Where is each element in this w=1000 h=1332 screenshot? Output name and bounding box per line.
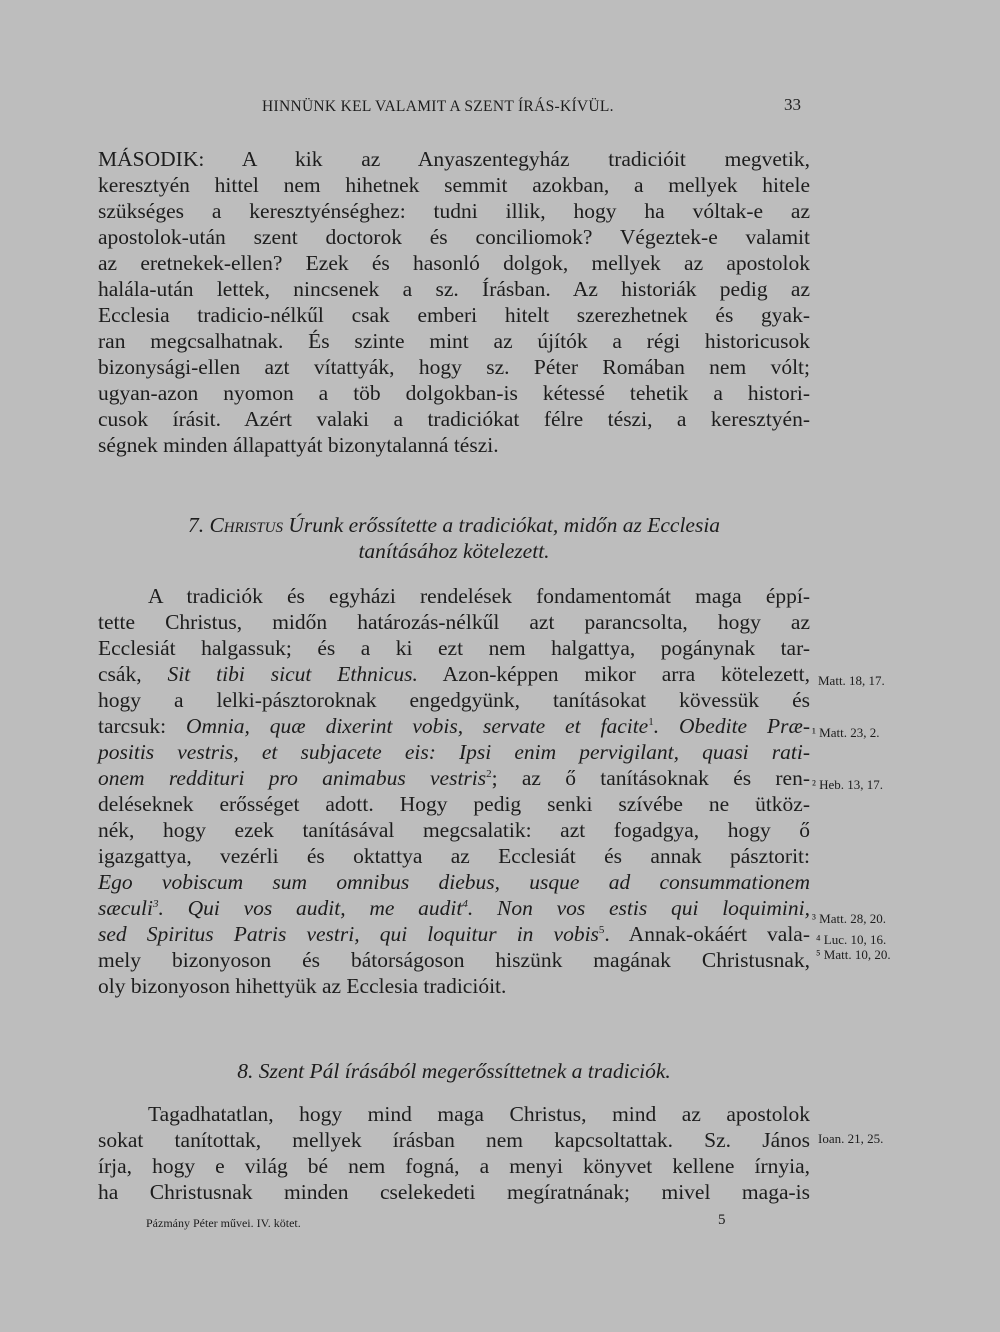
text-line: deléseknek erősséget adott. Hogy pedig senki szívébe ne ütköz-: [98, 792, 810, 816]
text-line: sokat tanítottak, mellyek írásban nem kapcsoltattak. Sz. János: [98, 1128, 810, 1152]
margin-note: ¹ Matt. 23, 2.: [812, 725, 880, 740]
margin-note: Ioan. 21, 25.: [818, 1131, 884, 1146]
text-line: Ego vobiscum sum omnibus diebus, usque ad consummationem: [98, 870, 810, 894]
paragraph-3: [98, 1101, 810, 1205]
text-line: ségnek minden állapattyát bizonytalanná tészi.: [98, 433, 499, 457]
text-line: az eretnekek-ellen? Ezek és hasonló dolgok, mellyek az apostolok: [98, 251, 810, 275]
text-line: onem reddituri pro animabus vestris$^2$; az ő tanításoknak és ren-: [98, 766, 810, 790]
margin-note: ⁴ Luc. 10, 16.: [816, 932, 887, 947]
text-line: szükséges a keresztyénséghez: tudni illik, hogy ha vóltak-e az: [98, 199, 810, 223]
text-line: csák, Sit tibi sicut Ethnicus. Azon-képpen mikor arra kötelezett,: [98, 662, 810, 686]
text-line: írja, hogy e világ bé nem fogná, a menyi könyvet kellene írnyia,: [98, 1154, 810, 1178]
page-number: 33: [784, 95, 801, 114]
text-line: ha Christusnak minden cselekedeti megíratnának; mivel maga-is: [98, 1180, 810, 1204]
text-line: A tradiciók és egyházi rendelések fondamentomát maga éppí-: [148, 584, 810, 608]
text-line: bizonysági-ellen azt vítattyák, hogy sz. Péter Romában nem vólt;: [98, 355, 810, 379]
text-line: apostolok-után szent doctorok és conciliomok? Végeztek-e valamit: [98, 225, 810, 249]
footer-imprint: Pázmány Péter művei. IV. kötet.: [146, 1216, 301, 1230]
text-line: Ecclesia tradicio-nélkűl csak emberi hitelt szerezhetnek és gyak-: [98, 303, 810, 327]
text-line: MÁSODIK: A kik az Anyaszentegyház tradicióit megvetik,: [98, 147, 810, 171]
text-line: tarcsuk: Omnia, quæ dixerint vobis, servate et facite$^1$. Obedite Præ-: [98, 714, 811, 738]
text-line: nék, hogy ezek tanításával megcsalatik: azt fogadgya, hogy ő: [98, 818, 810, 842]
text-line: mely bizonyoson és bátorságoson hiszünk magának Christusnak,: [98, 948, 810, 972]
text-line: sæculi$^3$. Qui vos audit, me audit$^4$. Non vos estis qui loquimini,: [98, 896, 810, 920]
signature-mark: 5: [718, 1212, 726, 1228]
text-line: ran megcsalhatnak. És szinte mint az újítók a régi historicusok: [98, 329, 810, 353]
margin-note: Matt. 18, 17.: [818, 673, 885, 688]
paragraph-2: [98, 583, 810, 999]
text-line: tette Christus, midőn határozás-nélkűl azt parancsolta, hogy az: [98, 610, 810, 634]
text-line: Tagadhatatlan, hogy mind maga Christus, mind az apostolok: [148, 1102, 810, 1126]
margin-note: ³ Matt. 28, 20.: [812, 911, 886, 926]
text-line: sed Spiritus Patris vestri, qui loquitur in vobis$^5$. Annak-okáért vala-: [98, 922, 810, 946]
section-heading-8: 8. Szent Pál írásából megerőssíttetnek a tradiciók.: [237, 1059, 671, 1083]
text-line: oly bizonyoson hihettyük az Ecclesia tradicióit.: [98, 974, 507, 998]
section-heading-7: 7. Christus Úrunk erőssítette a tradiciókat, midőn az Ecclesia tanításához kötelezett.: [187, 513, 721, 563]
text-line: Ecclesiát halgassuk; és a ki ezt nem halgattya, pogánynak tar-: [98, 636, 810, 660]
text-line: igazgattya, vezérli és oktattya az Ecclesiát és annak pásztorit:: [98, 844, 810, 868]
running-title: HINNÜNK KEL VALAMIT A SZENT ÍRÁS-KÍVÜL.: [262, 98, 614, 115]
text-line: keresztyén hittel nem hihetnek semmit azokban, a mellyek hitele: [98, 173, 810, 197]
text-line: ugyan-azon nyomon a töb dolgokban-is kétessé tehetik a histori-: [98, 381, 810, 405]
paragraph-1: [98, 146, 810, 458]
text-line: halála-után lettek, nincsenek a sz. Írásban. Az historiák pedig az: [98, 277, 810, 301]
text-line: hogy a lelki-pásztoroknak engedgyünk, tanításokat kövessük és: [98, 688, 810, 712]
margin-note: ² Heb. 13, 17.: [812, 777, 884, 792]
margin-note: ⁵ Matt. 10, 20.: [816, 947, 891, 962]
text-line: positis vestris, et subjacete eis: Ipsi enim pervigilant, quasi rati-: [98, 740, 810, 764]
text-line: cusok írásit. Azért valaki a tradiciókat félre tészi, a keresztyén-: [98, 407, 810, 431]
